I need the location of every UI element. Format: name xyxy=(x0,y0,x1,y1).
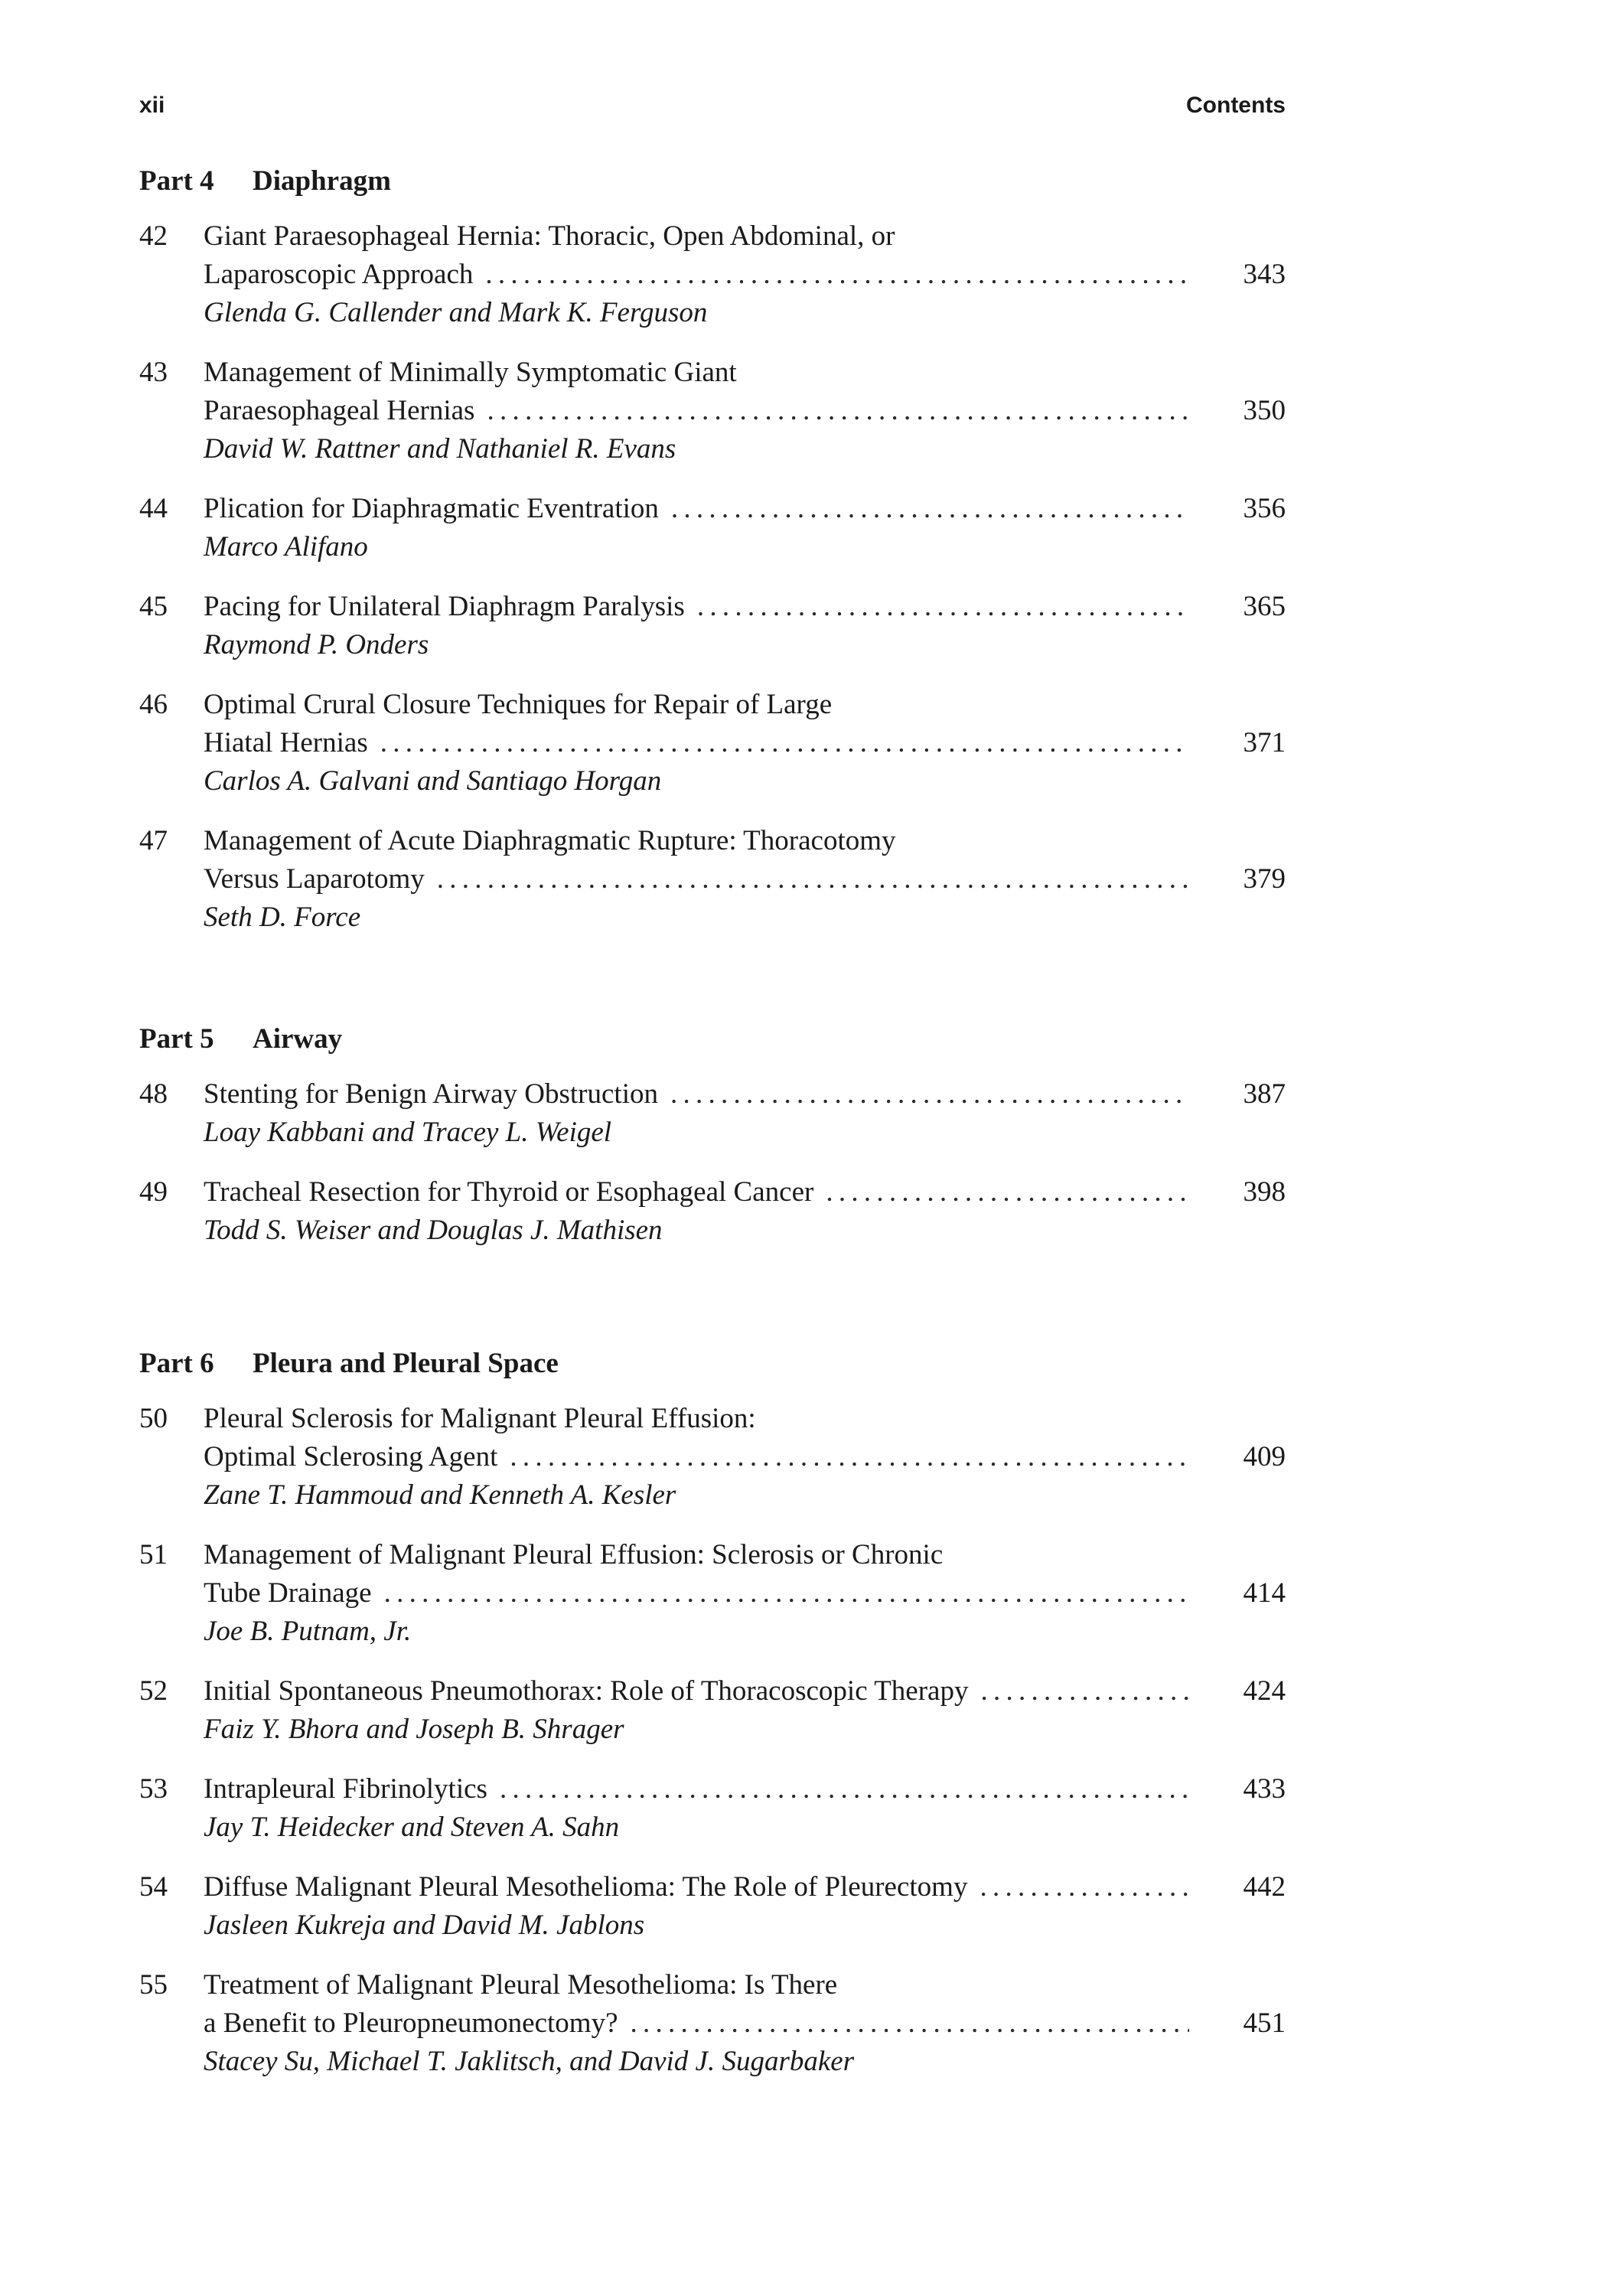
chapter-title-line: Hiatal Hernias xyxy=(204,727,368,758)
page-number: 409 xyxy=(1243,1441,1286,1473)
part-label: Part 6 xyxy=(139,1348,214,1379)
chapter-number: 47 xyxy=(139,825,168,856)
page-number: 398 xyxy=(1243,1176,1286,1208)
chapter-title-line: Giant Paraesophageal Hernia: Thoracic, Open Abdominal, or xyxy=(204,220,895,252)
chapter-title-line: Stenting for Benign Airway Obstruction xyxy=(204,1078,658,1110)
page-number: 350 xyxy=(1243,395,1286,426)
chapter-title-line: Management of Acute Diaphragmatic Rupture: Thoracotomy xyxy=(204,825,896,856)
dot-leader xyxy=(510,1438,1189,1476)
dot-leader xyxy=(380,724,1189,762)
part-6-section xyxy=(139,1345,1286,2102)
dot-leader xyxy=(437,860,1189,899)
chapter-authors: Jay T. Heidecker and Steven A. Sahn xyxy=(204,1812,620,1843)
dot-leader xyxy=(671,490,1189,528)
chapter-authors: David W. Rattner and Nathaniel R. Evans xyxy=(204,433,676,465)
toc-entry-48[interactable] xyxy=(139,1075,1286,1152)
chapter-authors: Zane T. Hammoud and Kenneth A. Kesler xyxy=(204,1479,676,1511)
chapter-number: 44 xyxy=(139,493,168,524)
chapter-number: 55 xyxy=(139,1969,168,2001)
page-number: 371 xyxy=(1243,727,1286,758)
chapter-authors: Glenda G. Callender and Mark K. Ferguson xyxy=(204,297,708,328)
dot-leader xyxy=(500,1770,1189,1808)
chapter-title-line: Optimal Sclerosing Agent xyxy=(204,1441,498,1473)
dot-leader xyxy=(980,1868,1189,1906)
part-4-section xyxy=(139,162,1286,958)
chapter-number: 51 xyxy=(139,1539,168,1570)
page-number: 365 xyxy=(1243,591,1286,622)
chapter-number: 54 xyxy=(139,1871,168,1903)
chapter-title-line: Diffuse Malignant Pleural Mesothelioma: The Role of Pleurectomy xyxy=(204,1871,968,1903)
part-title: Airway xyxy=(253,1023,343,1055)
toc-entry-51[interactable] xyxy=(139,1536,1286,1651)
chapter-authors: Loay Kabbani and Tracey L. Weigel xyxy=(204,1117,612,1148)
chapter-authors: Marco Alifano xyxy=(204,531,368,563)
chapter-title-line: Intrapleural Fibrinolytics xyxy=(204,1773,487,1805)
chapter-authors: Carlos A. Galvani and Santiago Horgan xyxy=(204,765,662,797)
part-title: Pleura and Pleural Space xyxy=(253,1348,559,1379)
chapter-title-line: Optimal Crural Closure Techniques for Repair of Large xyxy=(204,689,833,720)
page-folio: xii xyxy=(139,93,165,118)
page-number: 343 xyxy=(1243,259,1286,290)
toc-entry-53[interactable] xyxy=(139,1770,1286,1847)
part-5-section xyxy=(139,1020,1286,1271)
chapter-authors: Raymond P. Onders xyxy=(204,629,429,660)
toc-entry-44[interactable] xyxy=(139,490,1286,566)
dot-leader xyxy=(826,1173,1189,1212)
chapter-title-line: Management of Malignant Pleural Effusion: Sclerosis or Chronic xyxy=(204,1539,944,1570)
chapter-title-line: Paraesophageal Hernias xyxy=(204,395,475,426)
chapter-title-line: Treatment of Malignant Pleural Mesothelioma: Is There xyxy=(204,1969,838,2001)
chapter-number: 49 xyxy=(139,1176,168,1208)
page-number: 442 xyxy=(1243,1871,1286,1903)
chapter-authors: Jasleen Kukreja and David M. Jablons xyxy=(204,1910,645,1941)
chapter-title-line: Pleural Sclerosis for Malignant Pleural Effusion: xyxy=(204,1403,756,1434)
chapter-number: 50 xyxy=(139,1403,168,1434)
chapter-title-line: Management of Minimally Symptomatic Giant xyxy=(204,357,737,388)
chapter-number: 53 xyxy=(139,1773,168,1805)
chapter-title-line: Tube Drainage xyxy=(204,1577,372,1609)
toc-entry-52[interactable] xyxy=(139,1672,1286,1749)
page-number: 424 xyxy=(1243,1675,1286,1707)
part-label: Part 4 xyxy=(139,165,214,197)
page-number: 451 xyxy=(1243,2007,1286,2039)
toc-entry-43[interactable] xyxy=(139,354,1286,468)
toc-entry-55[interactable] xyxy=(139,1966,1286,2081)
chapter-authors: Seth D. Force xyxy=(204,902,361,933)
chapter-number: 46 xyxy=(139,689,168,720)
page-number: 433 xyxy=(1243,1773,1286,1805)
part-heading xyxy=(139,1020,1286,1058)
chapter-title-line: a Benefit to Pleuropneumonectomy? xyxy=(204,2007,618,2039)
toc-entry-45[interactable] xyxy=(139,588,1286,664)
toc-entry-50[interactable] xyxy=(139,1400,1286,1515)
chapter-title-line: Tracheal Resection for Thyroid or Esophageal Cancer xyxy=(204,1176,814,1208)
dot-leader xyxy=(485,256,1189,294)
chapter-title-line: Initial Spontaneous Pneumothorax: Role of Thoracoscopic Therapy xyxy=(204,1675,969,1707)
chapter-title-line: Plication for Diaphragmatic Eventration xyxy=(204,493,659,524)
page-number: 356 xyxy=(1243,493,1286,524)
chapter-title-line: Laparoscopic Approach xyxy=(204,259,474,290)
dot-leader xyxy=(980,1672,1189,1711)
dot-leader xyxy=(697,588,1189,626)
toc-entry-47[interactable] xyxy=(139,822,1286,937)
chapter-title-line: Versus Laparotomy xyxy=(204,863,425,895)
toc-entry-49[interactable] xyxy=(139,1173,1286,1250)
chapter-number: 42 xyxy=(139,220,168,252)
dot-leader xyxy=(670,1075,1189,1114)
part-heading xyxy=(139,1345,1286,1383)
chapter-authors: Stacey Su, Michael T. Jaklitsch, and David J. Sugarbaker xyxy=(204,2046,855,2077)
toc-entry-46[interactable] xyxy=(139,686,1286,801)
page-number: 387 xyxy=(1243,1078,1286,1110)
chapter-number: 45 xyxy=(139,591,168,622)
page-number: 414 xyxy=(1243,1577,1286,1609)
running-section-title: Contents xyxy=(1186,93,1286,118)
toc-entry-42[interactable] xyxy=(139,217,1286,332)
chapter-number: 48 xyxy=(139,1078,168,1110)
chapter-number: 52 xyxy=(139,1675,168,1707)
dot-leader xyxy=(384,1574,1189,1613)
chapter-authors: Joe B. Putnam, Jr. xyxy=(204,1616,412,1647)
chapter-authors: Todd S. Weiser and Douglas J. Mathisen xyxy=(204,1215,663,1246)
part-heading xyxy=(139,162,1286,201)
dot-leader xyxy=(631,2004,1190,2043)
chapter-title-line: Pacing for Unilateral Diaphragm Paralysis xyxy=(204,591,685,622)
chapter-authors: Faiz Y. Bhora and Joseph B. Shrager xyxy=(204,1714,624,1745)
page-number: 379 xyxy=(1243,863,1286,895)
part-label: Part 5 xyxy=(139,1023,214,1055)
toc-entry-54[interactable] xyxy=(139,1868,1286,1945)
chapter-number: 43 xyxy=(139,357,168,388)
dot-leader xyxy=(487,392,1189,430)
running-head xyxy=(139,90,1286,121)
part-title: Diaphragm xyxy=(253,165,391,197)
